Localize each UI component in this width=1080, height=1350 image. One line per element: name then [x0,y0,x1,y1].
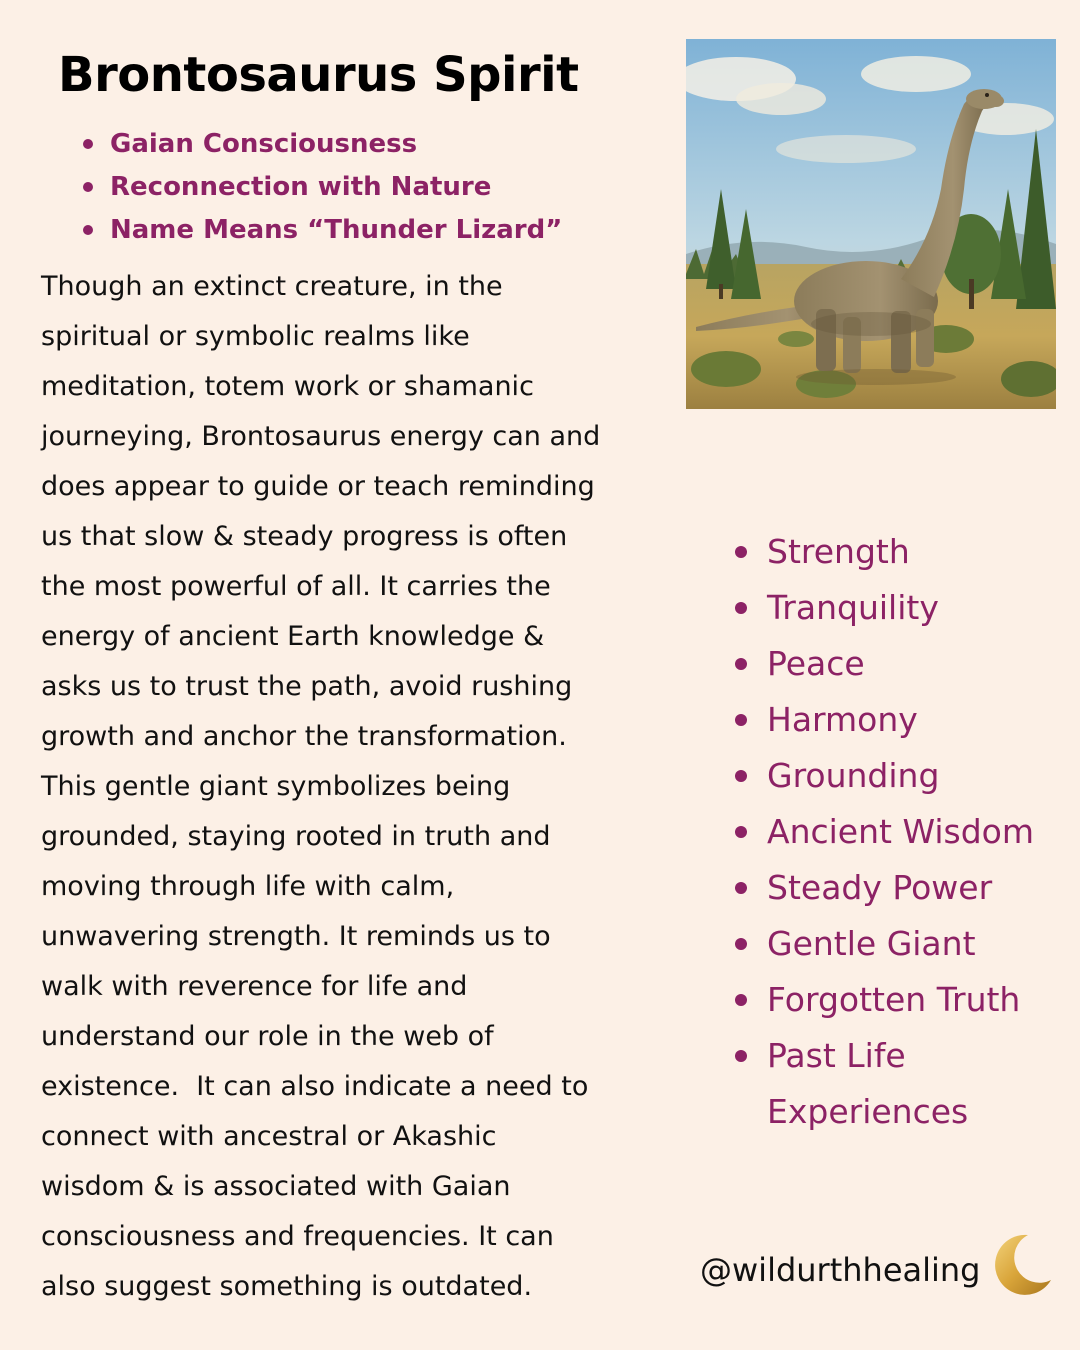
description-line: us that slow & steady progress is often [41,521,568,552]
description-line: does appear to guide or teach reminding [41,471,595,502]
highlight-item: Name Means “Thunder Lizard” [83,209,562,252]
description-line: asks us to trust the path, avoid rushing [41,671,573,702]
quality-item: Steady Power [735,860,1034,916]
social-handle: @wildurthhealing [700,1251,981,1289]
description-line: meditation, totem work or shamanic [41,371,534,402]
highlight-item: Reconnection with Nature [83,166,562,209]
description-line: the most powerful of all. It carries the [41,571,551,602]
quality-item: Peace [735,636,1034,692]
description-line: Though an extinct creature, in the [41,271,503,302]
quality-item: Grounding [735,748,1034,804]
description-line: walk with reverence for life and [41,971,468,1002]
quality-item-continuation: Experiences [767,1092,969,1131]
description-line: existence. It can also indicate a need to [41,1071,589,1102]
quality-item: Forgotten Truth [735,972,1034,1028]
quality-item: Harmony [735,692,1034,748]
description-line: also suggest something is outdated. [41,1271,533,1302]
description-line: moving through life with calm, [41,871,455,902]
description-paragraph [41,262,701,1312]
page-title: Brontosaurus Spirit [58,47,579,103]
quality-item: Gentle Giant [735,916,1034,972]
crescent-moon-icon [992,1232,1054,1298]
description-line: spiritual or symbolic realms like [41,321,470,352]
highlight-item: Gaian Consciousness [83,123,562,166]
description-line: This gentle giant symbolizes being [41,771,511,802]
description-line: grounded, staying rooted in truth and [41,821,551,852]
quality-item-text: Past Life [767,1036,906,1075]
description-line: energy of ancient Earth knowledge & [41,621,545,652]
description-line: wisdom & is associated with Gaian [41,1171,511,1202]
brontosaurus-image [686,39,1056,409]
quality-item [735,1028,1034,1140]
description-line: consciousness and frequencies. It can [41,1221,554,1252]
description-line: connect with ancestral or Akashic [41,1121,497,1152]
description-line: journeying, Brontosaurus energy can and [41,421,601,452]
quality-item: Strength [735,524,1034,580]
description-line: understand our role in the web of [41,1021,494,1052]
description-line: growth and anchor the transformation. [41,721,567,752]
highlights-list [83,123,562,252]
quality-item: Tranquility [735,580,1034,636]
qualities-list [735,524,1034,1140]
quality-item: Ancient Wisdom [735,804,1034,860]
description-line: unwavering strength. It reminds us to [41,921,551,952]
